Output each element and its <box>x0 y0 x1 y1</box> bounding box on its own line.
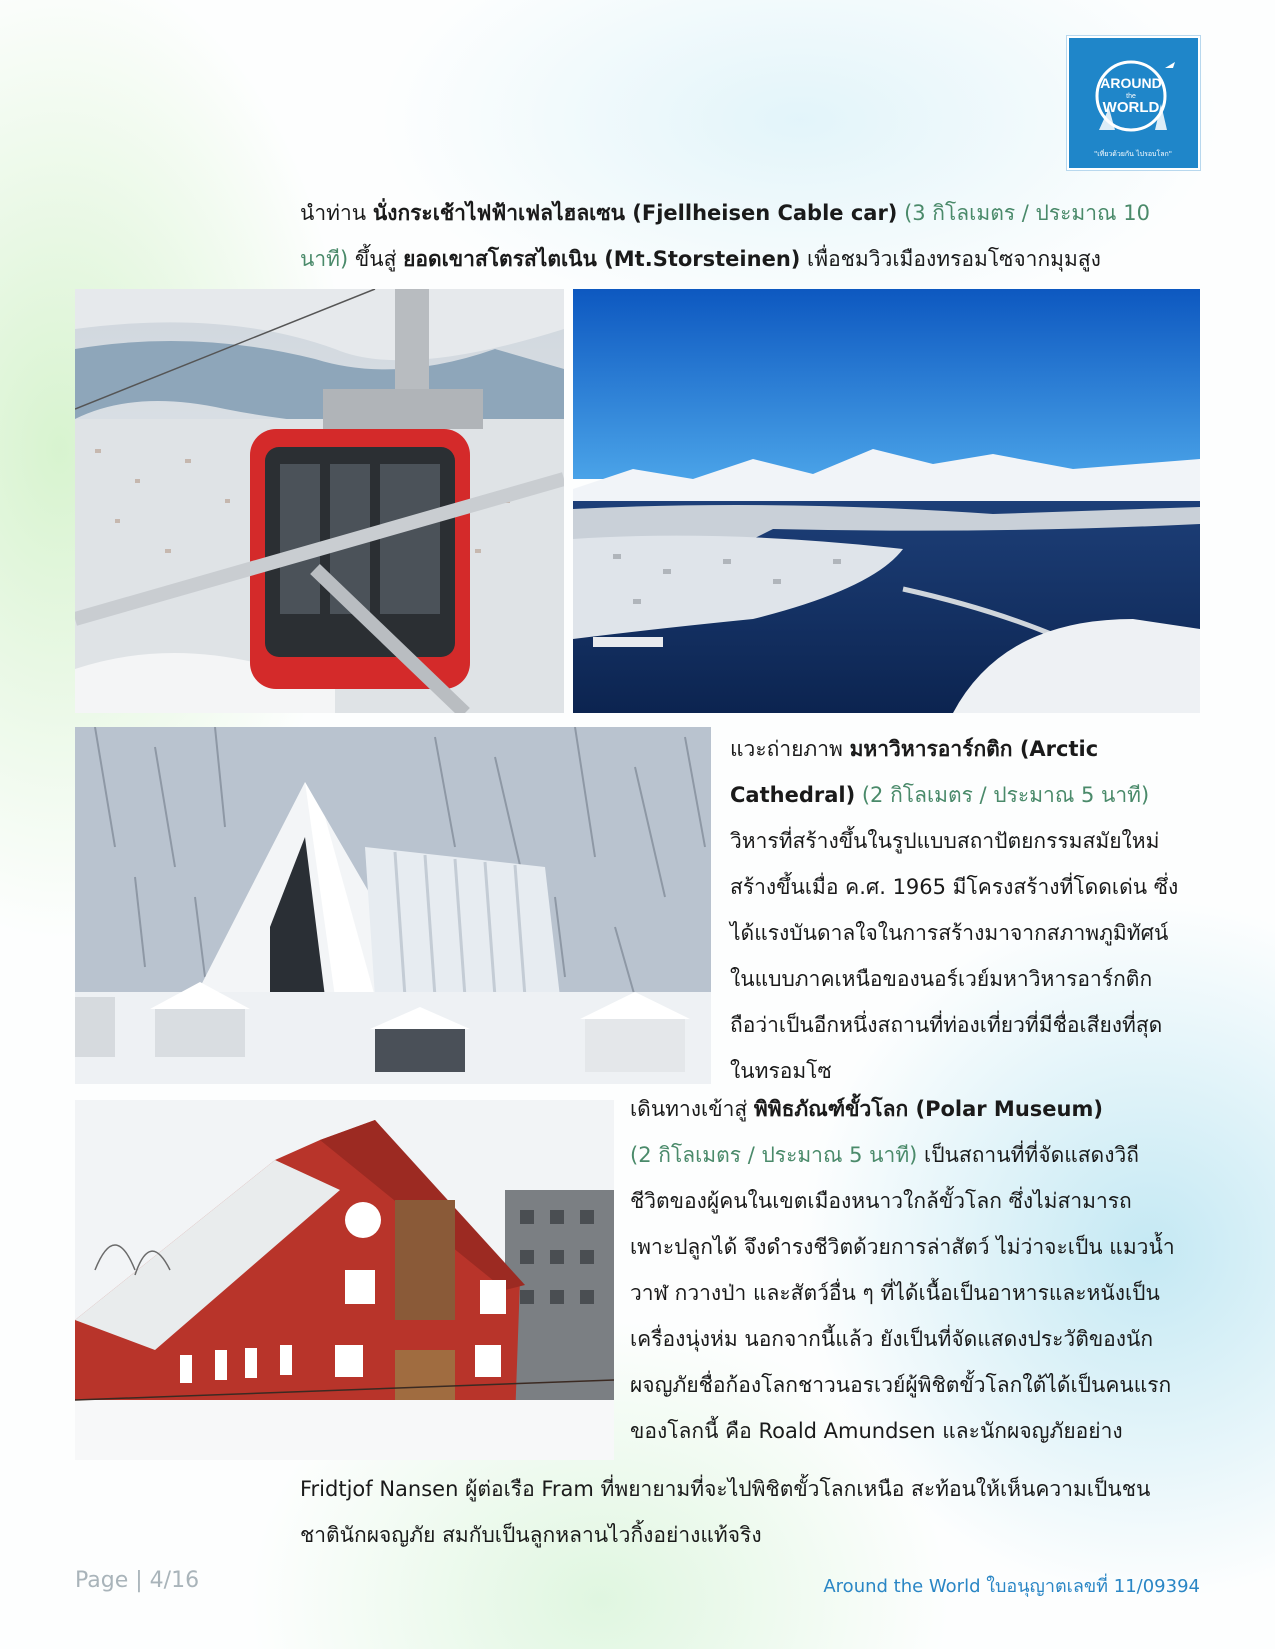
logo-text-the: the <box>1126 93 1136 100</box>
license-number: Around the World ใบอนุญาตเลขที่ 11/09394 <box>823 1576 1200 1597</box>
globe-logo-icon <box>1069 38 1198 168</box>
para2-cathedral-name: มหาวิหารอาร์กติก (Arctic <box>849 737 1099 761</box>
para2-line: ในทรอมโซ <box>730 1059 832 1083</box>
para1-distance: (3 กิโลเมตร / ประมาณ 10 <box>897 201 1150 225</box>
para3-line2-rest: เป็นสถานที่ที่จัดแสดงวิถี <box>917 1143 1139 1167</box>
para3-line: ผจญภัยชื่อก้องโลกชาวนอรเวย์ผู้พิชิตขั้วโลกใต้ได้เป็นคนแรก <box>630 1373 1172 1397</box>
arctic-cathedral-photo <box>75 727 711 1084</box>
para1-cable-car-name: นั่งกระเช้าไฟฟ้าเฟลไฮลเซน (Fjellheisen Cable car) <box>372 201 898 225</box>
cable-car-photo <box>75 289 564 713</box>
arctic-cathedral-paragraph <box>730 726 1200 1094</box>
para3-wide-line: ชาตินักผจญภัย สมกับเป็นลูกหลานไวกิ้งอย่างแท้จริง <box>300 1523 762 1547</box>
logo-tagline: "เที่ยวด้วยกัน ไปรอบโลก" <box>1094 150 1172 158</box>
para2-distance: (2 กิโลเมตร / ประมาณ 5 นาที) <box>855 783 1150 807</box>
polar-museum-paragraph <box>630 1086 1200 1454</box>
para1-mid: ขึ้นสู่ <box>348 247 404 271</box>
para3-line: เครื่องนุ่งห่ม นอกจากนี้แล้ว ยังเป็นที่จัดแสดงประวัติของนัก <box>630 1327 1154 1351</box>
para2-line: ได้แรงบันดาลใจในการสร้างมาจากสภาพภูมิทัศน์ <box>730 921 1169 945</box>
para3-lead: เดินทางเข้าสู่ <box>630 1097 754 1121</box>
para2-lead: แวะถ่ายภาพ <box>730 737 850 761</box>
para2-line: ถือว่าเป็นอีกหนึ่งสถานที่ท่องเที่ยวที่มีชื่อเสียงที่สุด <box>730 1013 1163 1037</box>
para2-cathedral-name-cont: Cathedral) <box>730 783 856 807</box>
para1-mountain-name: ยอดเขาสโตรสไตเนิน (Mt.Storsteinen) <box>403 247 801 271</box>
para2-line: สร้างขึ้นเมื่อ ค.ศ. 1965 มีโครงสร้างที่โดดเด่น ซึ่ง <box>730 875 1179 899</box>
para2-line: วิหารที่สร้างขึ้นในรูปแบบสถาปัตยกรรมสมัยใหม่ <box>730 829 1160 853</box>
logo-text-around: AROUND <box>1100 75 1162 91</box>
tromso-aerial-photo <box>573 289 1200 713</box>
logo-text-world: WORLD <box>1102 99 1160 116</box>
cable-car-paragraph <box>300 190 1205 282</box>
polar-museum-photo <box>75 1100 614 1460</box>
para1-lead: นำท่าน <box>300 201 373 225</box>
para3-wide-line: Fridtjof Nansen ผู้ต่อเรือ Fram ที่พยายามที่จะไปพิชิตขั้วโลกเหนือ สะท้อนให้เห็นความเป็นชน <box>300 1477 1151 1501</box>
para3-line: เพาะปลูกได้ จึงดำรงชีวิตด้วยการล่าสัตว์ ไม่ว่าจะเป็น แมวน้ำ <box>630 1235 1175 1259</box>
para1-tail: เพื่อชมวิวเมืองทรอมโซจากมุมสูง <box>800 247 1101 271</box>
para3-museum-name: พิพิธภัณฑ์ขั้วโลก (Polar Museum) <box>753 1097 1103 1121</box>
para2-line: ในแบบภาคเหนือของนอร์เวย์มหาวิหารอาร์กติก <box>730 967 1153 991</box>
para3-line: ชีวิตของผู้คนในเขตเมืองหนาวใกล้ขั้วโลก ซึ่งไม่สามารถ <box>630 1189 1132 1213</box>
para3-distance: (2 กิโลเมตร / ประมาณ 5 นาที) <box>630 1143 918 1167</box>
page-number: Page | 4/16 <box>75 1568 200 1593</box>
company-logo <box>1067 36 1200 170</box>
para1-duration: นาที) <box>300 247 349 271</box>
para3-line: วาฬ กวางป่า และสัตว์อื่น ๆ ที่ได้เนื้อเป็นอาหารและหนังเป็น <box>630 1281 1160 1305</box>
para3-line: ของโลกนี้ คือ Roald Amundsen และนักผจญภัยอย่าง <box>630 1419 1123 1443</box>
polar-museum-paragraph-cont <box>300 1466 1205 1558</box>
